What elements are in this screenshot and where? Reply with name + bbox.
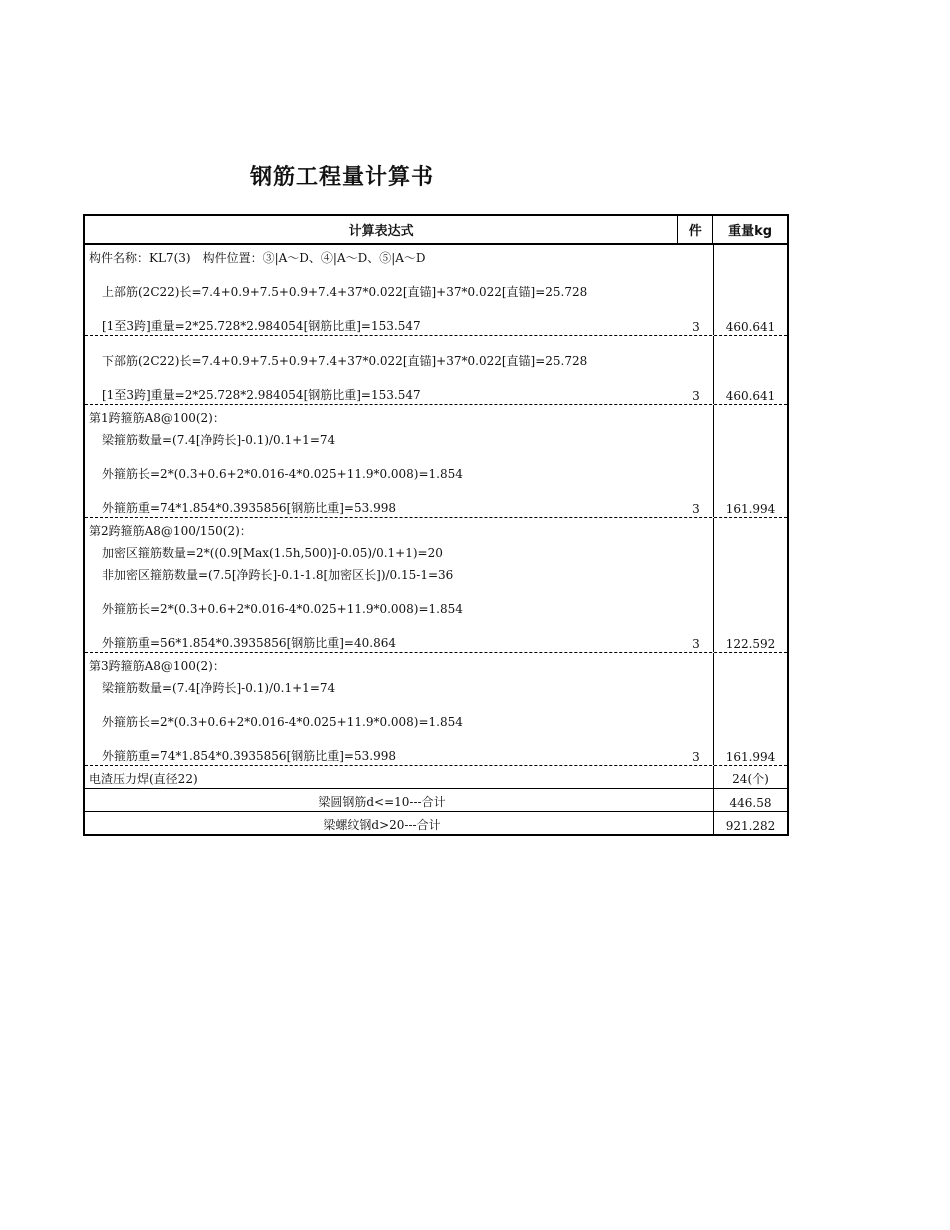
table-row: 电渣压力焊(直径22) 24(个): [85, 766, 787, 788]
group-span3: [85, 653, 787, 766]
table-row: 外箍筋长=2*(0.3+0.6+2*0.016-4*0.025+11.9*0.008)=1.854: [85, 596, 787, 618]
table-row: 外箍筋长=2*(0.3+0.6+2*0.016-4*0.025+11.9*0.008)=1.854: [85, 461, 787, 483]
table-row: 外箍筋重=74*1.854*0.3935856[钢筋比重]=53.998 3 161.994: [85, 743, 787, 765]
table-row: 加密区箍筋数量=2*((0.9[Max(1.5h,500)]-0.05)/0.1+1)=20: [85, 540, 787, 562]
table-row: 第3跨箍筋A8@100(2)：: [85, 653, 787, 675]
group-top-bar: [85, 245, 787, 336]
group-span1: [85, 405, 787, 518]
table-row: 非加密区箍筋数量=(7.5[净跨长]-0.1-1.8[加密区长])/0.15-1=36: [85, 562, 787, 584]
table-row: [1至3跨]重量=2*25.728*2.984054[钢筋比重]=153.547 3 460.641: [85, 382, 787, 404]
table-row: 梁螺纹钢d>20---合计 921.282: [85, 812, 787, 834]
table-row: 第2跨箍筋A8@100/150(2)：: [85, 518, 787, 540]
group-sum-round: [85, 789, 787, 812]
table-row: 外箍筋重=56*1.854*0.3935856[钢筋比重]=40.864 3 122.592: [85, 630, 787, 652]
header-weight: 重量kg: [712, 216, 787, 243]
table-row: 下部筋(2C22)长=7.4+0.9+7.5+0.9+7.4+37*0.022[直锚]+37*0.022[直锚]=25.728: [85, 348, 787, 370]
component-info: 构件名称：KL7(3) 构件位置：③|A～D、④|A～D、⑤|A～D: [89, 251, 426, 265]
document-title: 钢筋工程量计算书: [250, 165, 435, 190]
table-row: 梁箍筋数量=(7.4[净跨长]-0.1)/0.1+1=74: [85, 427, 787, 449]
calculation-table: [83, 214, 789, 836]
table-row: 外箍筋重=74*1.854*0.3935856[钢筋比重]=53.998 3 161.994: [85, 495, 787, 517]
table-row: 上部筋(2C22)长=7.4+0.9+7.5+0.9+7.4+37*0.022[直锚]+37*0.022[直锚]=25.728: [85, 279, 787, 301]
table-row: 梁圆钢筋d<=10---合计 446.58: [85, 789, 787, 811]
group-sum-rebar: [85, 812, 787, 834]
group-weld: [85, 766, 787, 789]
table-row: 梁箍筋数量=(7.4[净跨长]-0.1)/0.1+1=74: [85, 675, 787, 697]
header-expression: 计算表达式: [348, 224, 414, 239]
table-row: 外箍筋长=2*(0.3+0.6+2*0.016-4*0.025+11.9*0.008)=1.854: [85, 709, 787, 731]
table-row: 第1跨箍筋A8@100(2)：: [85, 405, 787, 427]
table-header: [85, 216, 787, 245]
table-row: [85, 245, 787, 267]
group-bottom-bar: [85, 336, 787, 405]
table-row: [1至3跨]重量=2*25.728*2.984054[钢筋比重]=153.547 3 460.641: [85, 313, 787, 335]
header-count: 件: [677, 216, 712, 243]
group-span2: [85, 518, 787, 653]
